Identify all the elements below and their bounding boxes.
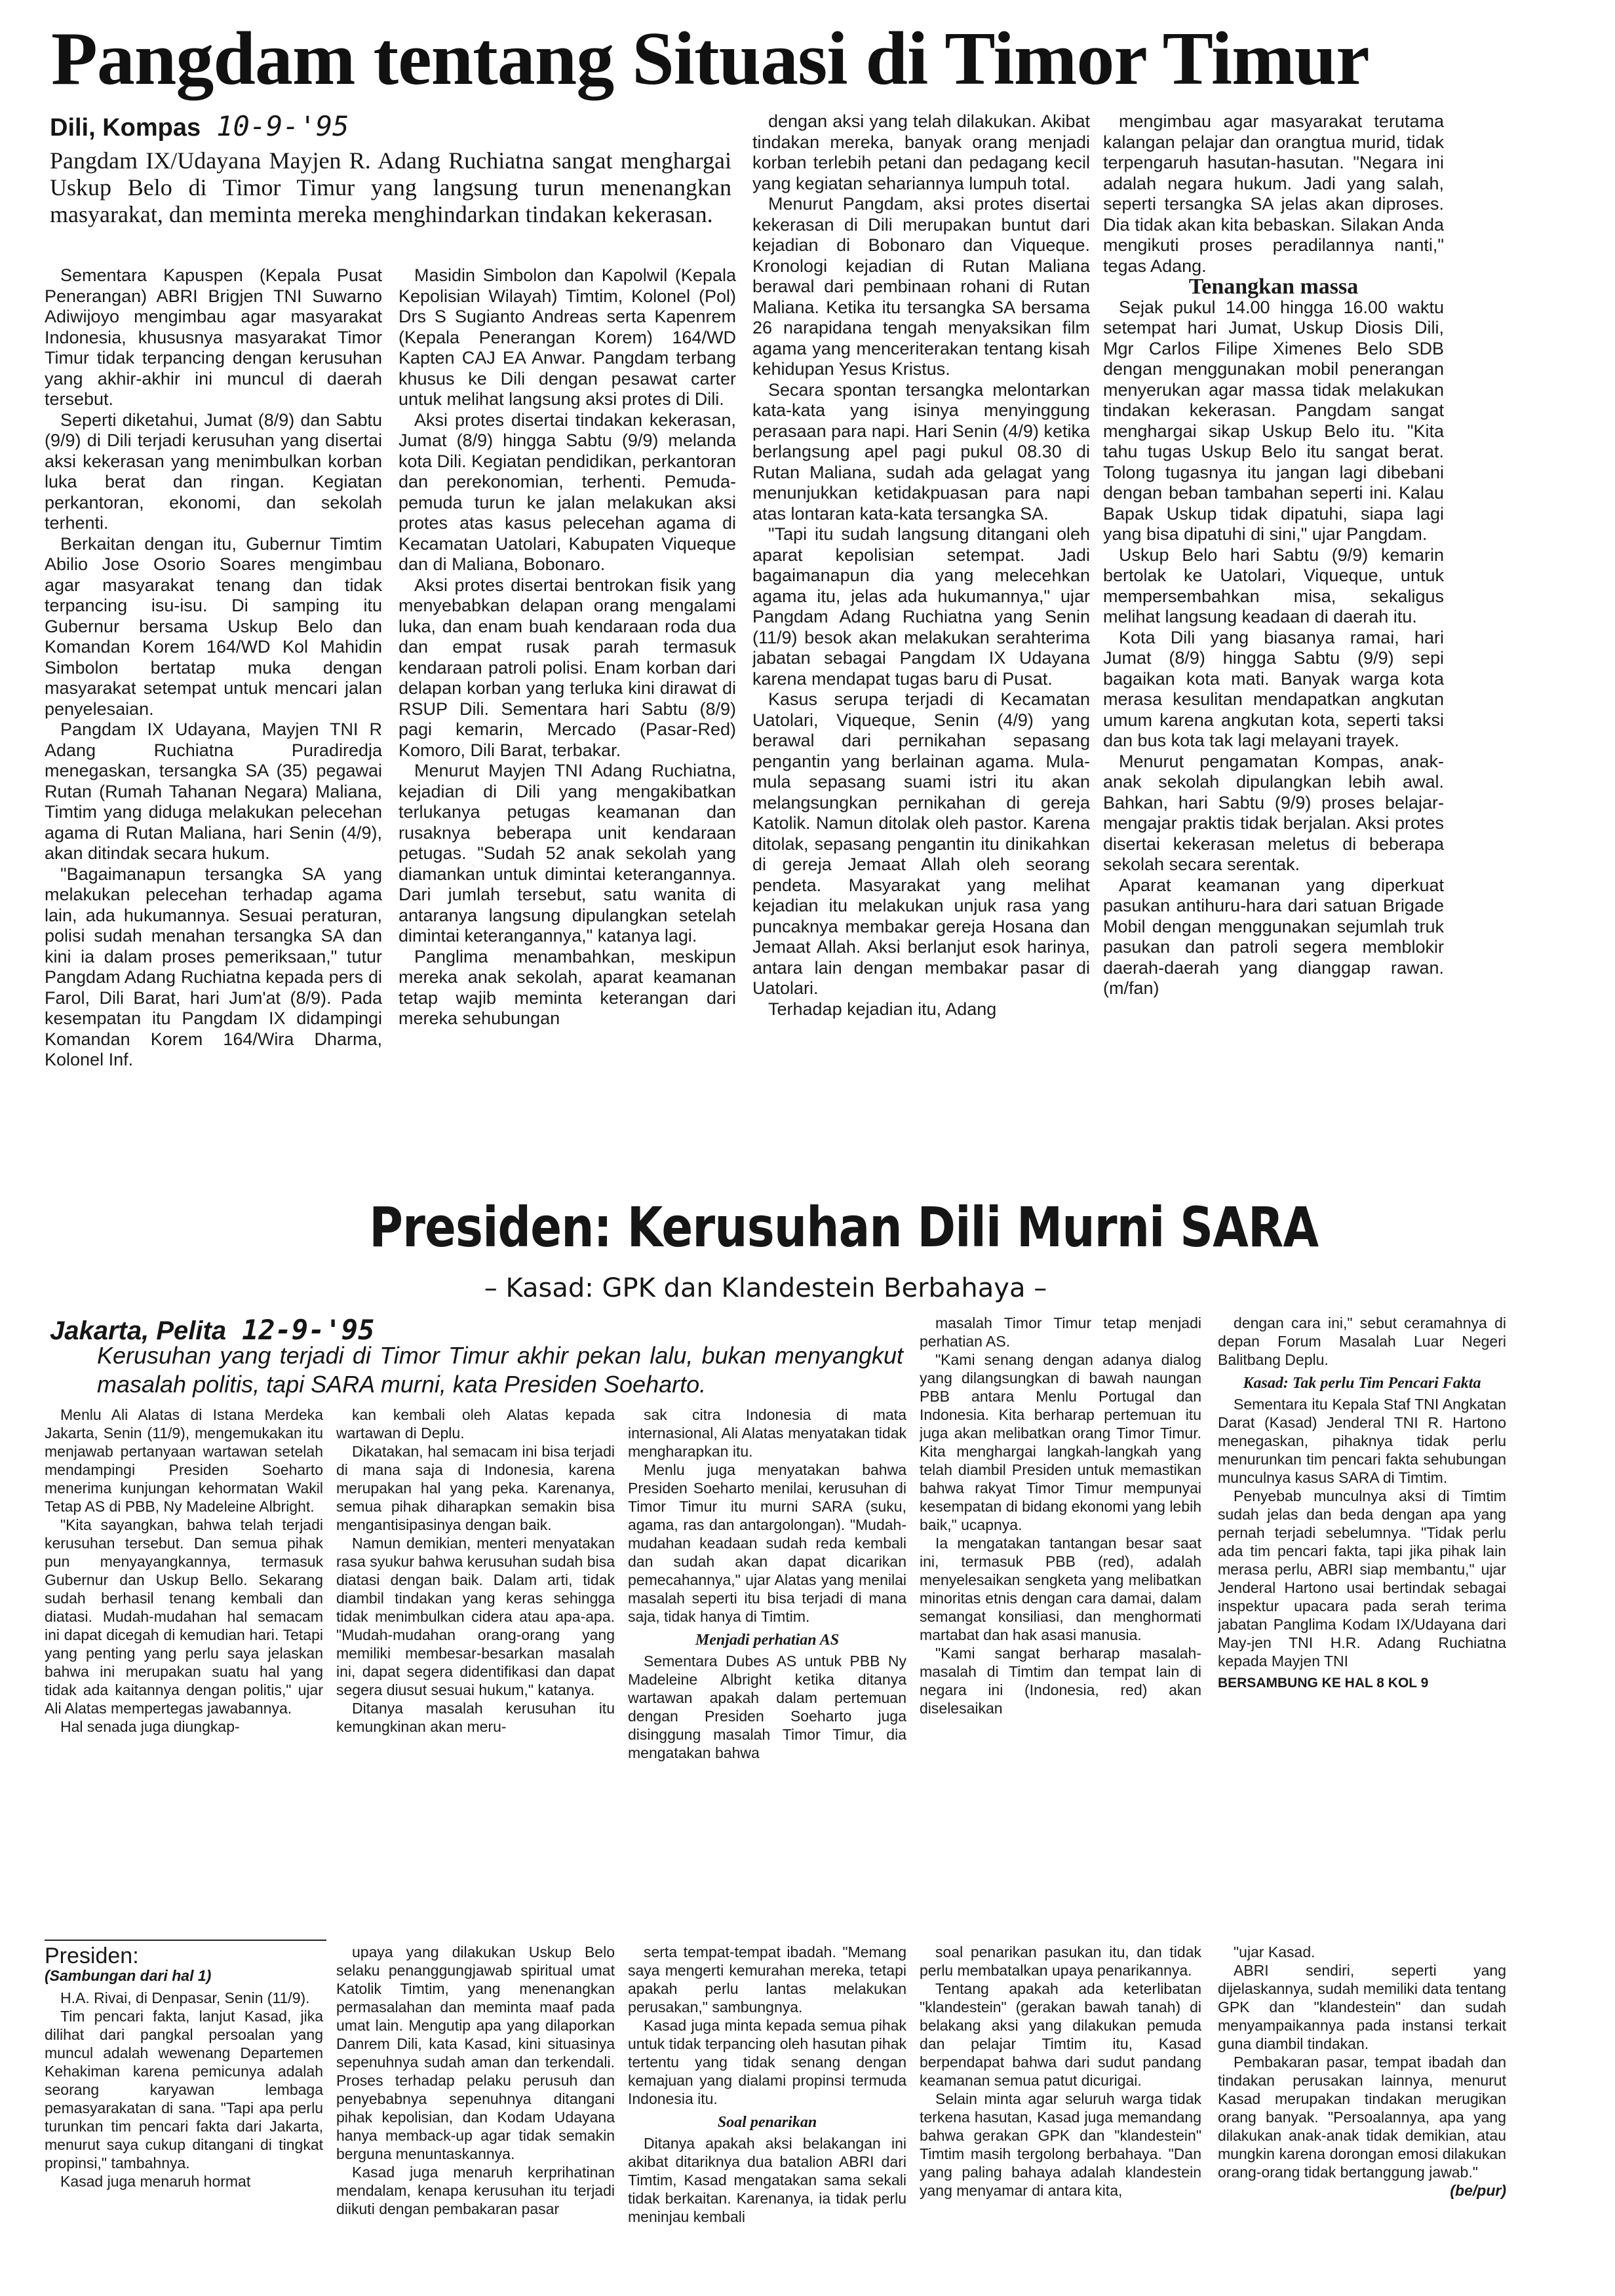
paragraph: Kasad juga menaruh kerprihatinan mendalam, kenapa kerusuhan itu terjadi diikuti dengan pembakaran pasar [336,2164,615,2217]
paragraph: kan kembali oleh Alatas kepada wartawan di Deplu. [336,1406,615,1442]
paragraph: Secara spontan tersangka melontarkan kata-kata yang isinya menyinggung perasaan para napi. Hari Senin (4/9) ketika berlangsung apel pagi pukul 08.30 di Rutan Maliana, sudah ada gelagat yang menunjukkan ketidakpuasan para napi atas lontaran kata-kata tersangka SA. [752,379,1090,524]
column-4 [1103,111,1444,1183]
paragraph: Pembakaran pasar, tempat ibadah dan tindakan perusakan lainnya, menurut Kasad merupakan tindakan merugikan orang banyak. "Persoalannya, apa yang dilakukan anak-anak tidak demikian, atau mungkin karena dorongan emosi dilakukan orang-orang tidak bertanggung jawab." [1218,2054,1506,2181]
column-2 [336,1406,615,1930]
continued-note: BERSAMBUNG KE HAL 8 KOL 9 [1218,1675,1429,1691]
paragraph: Kasad juga minta kepada semua pihak untuk tidak terpancing oleh hasutan pihak tertentu yang tidak senang dengan kemajuan yang dialami propinsi termuda Indonesia itu. [628,2017,906,2107]
dateline-kompas [50,110,349,142]
handwritten-date: 10-9-'95 [216,110,349,142]
paragraph: Kasus serupa terjadi di Kecamatan Uatolari, Viqueque, Senin (4/9) yang berawal dari pernikahan sepasang pengantin yang berlainan agama. Mula-mula sepasang suami istri itu akan melangsungkan pernikahan di gereja Katolik. Namun ditolak oleh pastor. Karena ditolak, sepasang pengantin itu dinikahkan di gereja Jemaat Allah oleh seorang pendeta. Masyarakat yang melihat kejadian itu melakukan unjuk rasa yang puncaknya membakar gereja Hosana dan Jemaat Allah. Aksi berlanjut esok harinya, antara lain dengan membakar pasar di Uatolari. [752,689,1090,998]
paragraph: "Kami sangat berharap masalah-masalah di Timtim dan tempat lain di negara ini (Indonesia, red) akan diselesaikan [920,1645,1201,1717]
paragraph: Aksi protes disertai bentrokan fisik yang menyebabkan delapan orang mengalami luka, dan enam buah kendaraan roda dua dan empat rusak parah termasuk kendaraan patroli polisi. Enam korban dari delapan korban yang terluka kini dirawat di RSUP Dili. Sementara hari Sabtu (8/9) pagi kemarin, Mercado (Pasar-Red) Komoro, Dili Barat, terbakar. [399,575,736,760]
continuation-title: Presiden: [45,1943,139,1968]
handwritten-date: 12-9-'95 [242,1314,375,1346]
paragraph: Menurut Mayjen TNI Adang Ruchiatna, kejadian di Dili yang mengakibatkan terlukanya petugas keamanan dan rusaknya beberapa unit kendaraan petugas. "Sudah 52 anak sekolah yang diamankan untuk dimintai keterangannya. Dari jumlah tersebut, satu wanita di antaranya langsung dipulangkan setelah dimintai keterangannya," katanya lagi. [399,761,736,946]
paragraph: dengan aksi yang telah dilakukan. Akibat tindakan mereka, banyak orang menjadi korban terlebih petani dan pedagang kecil yang kegiatan sehariannya lumpuh total. [752,111,1090,193]
byline-signoff: (be/pur) [1450,2182,1506,2199]
paragraph: Menurut pengamatan Kompas, anak-anak sekolah dipulangkan lebih awal. Bahkan, hari Sabtu (9/9) proses belajar-mengajar praktis tidak berjalan. Aksi protes disertai kekerasan meletus di beberapa sekolah secara serentak. [1103,751,1444,874]
paragraph: upaya yang dilakukan Uskup Belo selaku penanggungjawab spiritual umat Katolik Timtim, yang menenangkan permasalahan dan meminta maaf pada umat lain. Mengutip apa yang dilaporkan Danrem Dili, kata Kasad, kini situasinya sepenuhnya sudah aman dan terkendali. Proses terhadap pelaku perusuh dan penyebabnya sepenuhnya ditangani pihak kepolisian, dan Kodam Udayana hanya memback-up agar tidak semakin berguna menuntaskannya. [336,1943,615,2162]
paragraph: Sementara Dubes AS untuk PBB Ny Madeleine Albright ketika ditanya wartawan apakah dalam pertemuan dengan Presiden Soeharto juga disinggung masalah Timor Timur, dia mengatakan bahwa [628,1653,906,1761]
column-1 [45,265,382,1183]
paragraph: masalah Timor Timur tetap menjadi perhatian AS. [920,1314,1201,1350]
paragraph: serta tempat-tempat ibadah. "Memang saya mengerti kemurahan mereka, tetapi apakah perlu lantas melakukan perusakan," sambungnya. [628,1943,906,2016]
dateline-text: Dili, Kompas [50,114,201,142]
dateline-text: Jakarta, Pelita [50,1316,227,1345]
paragraph: Ia mengatakan tantangan besar saat ini, termasuk PBB (red), adalah menyelesaikan sengketa yang melibatkan minoritas etnis dengan cara damai, dalam semangat konsiliasi, dan menghormati martabat dan hak asasi manusia. [920,1535,1201,1643]
paragraph: Selain minta agar seluruh warga tidak terkena hasutan, Kasad juga memandang bahwa gerakan GPK dan "klandestein" Timtim masih tergolong berbahaya. "Dan yang paling bahaya adalah klandestein yang menyamar di antara kita, [920,2090,1201,2199]
paragraph: "Kita sayangkan, bahwa telah terjadi kerusuhan tersebut. Dan semua pihak pun menyayangkannya, termasuk Gubernur dan Uskup Bello. Sekarang sudah berhasil tenang kembali dan diatasi. Mudah-mudahan hal semacam ini dapat dicegah di kemudian hari. Tetapi yang penting yang perlu saya jelaskan bahwa ini merupakan suatu hal yang tidak ada kaitannya dengan politis," ujar Ali Alatas mempertegas jawabannya. [45,1516,323,1717]
paragraph: Sejak pukul 14.00 hingga 16.00 waktu setempat hari Jumat, Uskup Diosis Dili, Mgr Carlos Filipe Ximenes Belo SDB dengan menggunakan mobil penerangan menyerukan agar massa tidak melakukan tindakan kekerasan. Pangdam sangat menghargai sikap Uskup Belo itu. "Kita tahu tugas Uskup Belo itu sangat berat. Tolong tugasnya itu jangan lagi dibebani dengan beban tambahan seperti ini. Kalau Bapak Uskup tidak dipatuhi, siapa lagi yang bisa dipatuhi di sini," ujar Pangdam. [1103,297,1444,544]
paragraph: Sementara Kapuspen (Kepala Pusat Penerangan) ABRI Brigjen TNI Suwarno Adiwijoyo mengimbau agar masyarakat Indonesia, khususnya masyarakat Timor Timur tidak terpancing dengan kerusuhan yang akhir-akhir ini muncul di daerah tersebut. [45,265,382,409]
paragraph: Menlu Ali Alatas di Istana Merdeka Jakarta, Senin (11/9), mengemukakan itu menjawab pertanyaan wartawan setelah mendampingi Presiden Soeharto menerima kunjungan kehormatan Wakil Tetap AS di PBB, Ny Madeleine Albright. [45,1406,323,1515]
article-kompas [45,13,1578,1186]
paragraph: Tentang apakah ada keterlibatan "klandestein" (gerakan bawah tanah) di belakang aksi yang dilakukan pemuda dan pelajar Timtim itu, Kasad berpendapat bahwa dari sudut pandang keamanan semua patut dicurigai. [920,1980,1201,2089]
headline-pangdam: Pangdam tentang Situasi di Timor Timur [51,17,1369,101]
paragraph: dengan cara ini," sebut ceramahnya di depan Forum Masalah Luar Negeri Balitbang Deplu. [1218,1314,1506,1368]
column-2 [399,265,736,1183]
subhead-soal-penarikan: Soal penarikan [717,2114,817,2131]
paragraph: Kota Dili yang biasanya ramai, hari Jumat (8/9) hingga Sabtu (9/9) sepi bagaikan kota mati. Banyak warga kota merasa kesulitan mendapatkan angkutan umum karena angkutan kota, seperti taksi dan bus kota tak lagi melayani trayek. [1103,627,1444,750]
continuation-note: (Sambungan dari hal 1) [45,1967,212,1984]
continuation-column-2 [336,1943,615,2284]
subhead-tenangkan-massa: Tenangkan massa [1188,275,1359,299]
continuation-rule [45,1940,326,1941]
paragraph: "Bagaimanapun tersangka SA yang melakukan pelecehan terhadap agama lain, ada hukumannya. Sesuai peraturan, polisi sudah menahan tersangka SA dan kini ia dalam proses pemeriksaan," tutur Pangdam Adang Ruchiatna kepada pers di Farol, Dili Barat, hari Jum'at (8/9). Pada kesempatan itu Pangdam IX didampingi Komandan Korem 164/Wira Dharma, Kolonel Inf. [45,864,382,1069]
continuation-column-1 [45,1943,323,2284]
paragraph: Berkaitan dengan itu, Gubernur Timtim Abilio Jose Osorio Soares mengimbau agar masyarakat tenang dan tidak terpancing isu-isu. Di samping itu Gubernur bersama Uskup Belo dan Komandan Korem 164/WD Kol Mahidin Simbolon bertatap muka dengan masyarakat setempat untuk mencari jalan penyelesaian. [45,533,382,719]
column-4 [920,1314,1201,1930]
lead-paragraph: Pangdam IX/Udayana Mayjen R. Adang Ruchiatna sangat menghargai Uskup Belo di Timor Timur yang langsung turun menenangkan masyarakat, dan meminta mereka menghindarkan tindakan kekerasan. [50,147,731,227]
paragraph: Aksi protes disertai tindakan kekerasan, Jumat (8/9) hingga Sabtu (9/9) melanda kota Dili. Kegiatan pendidikan, perkantoran dan perekonomian, terhenti. Pemuda-pemuda turun ke jalan melakukan aksi protes atas kasus pelecehan agama di Kecamatan Uatolari, Kabupaten Viqueque dan di Maliana, Bobonaro. [399,410,736,574]
continuation-column-5 [1218,1943,1506,2284]
paragraph: "Kami senang dengan adanya dialog yang dilangsungkan di bawah naungan PBB antara Menlu Portugal dan Indonesia. Kita berharap pertemuan itu juga akan melibatkan orang Timor Timur. Kita menghargai langkah-langkah yang telah diambil Presiden untuk memastikan bahwa rakyat Timor Timur mempunyai kesempatan di bidang ekonomi yang lebih baik," ucapnya. [920,1351,1201,1533]
column-3 [752,111,1090,1183]
paragraph: "Tapi itu sudah langsung ditangani oleh aparat kepolisian setempat. Jadi bagaimanapun dia yang melecehkan agama itu, jelas ada hukumannya," ujar Pangdam Adang Ruchiatna yang Senin (11/9) besok akan melakukan serahterima jabatan sebagai Pangdam IX Udayana karena mendapat tugas baru di Pusat. [752,524,1090,689]
paragraph: "ujar Kasad. [1234,1943,1315,1961]
paragraph: Hal senada juga diungkap- [60,1718,240,1735]
column-5 [1218,1314,1506,1930]
paragraph: Tim pencari fakta, lanjut Kasad, jika dilihat dari pangkal persoalan yang muncul adalah wewenang Departemen Kehakiman karena pemicunya adalah seorang karyawan lembaga pemasyarakatan di sana. "Tapi apa perlu turunkan tim pencari fakta dari Jakarta, menurut saya cukup ditangani di tingkat propinsi," tambahnya. [45,2008,323,2172]
column-3 [628,1406,906,1930]
paragraph: Aparat keamanan yang diperkuat pasukan antihuru-hara dari satuan Brigade Mobil dengan menggunakan sejumlah truk pasukan dan patroli segera memblokir daerah-daerah yang dianggap rawan. (m/fan) [1103,875,1444,998]
article-pelita [45,1189,1578,2290]
paragraph: Terhadap kejadian itu, Adang [768,999,997,1019]
column-1 [45,1406,323,1930]
paragraph: Sementara itu Kepala Staf TNI Angkatan Darat (Kasad) Jenderal TNI R. Hartono menegaskan, pihaknya tidak perlu menurunkan tim pencari fakta sehubungan munculnya kasus SARA di Timtim. [1218,1396,1506,1486]
paragraph: Namun demikian, menteri menyatakan rasa syukur bahwa kerusuhan sudah bisa diatasi dengan baik. Dalam arti, tidak diambil tindakan yang keras sehingga tidak menimbulkan cidera atau apa-apa. "Mudah-mudahan orang-orang yang memiliki membesar-besarkan masalah ini, dapat segera didentifikasi dan dapat segera diusut sesuai hukum," katanya. [336,1535,615,1698]
paragraph: Menurut Pangdam, aksi protes disertai kekerasan di Dili merupakan buntut dari kejadian di Bobonaro dan Viqueque. Kronologi kejadian di Rutan Maliana berawal dari pembinaan rohani di Rutan Maliana. Ketika itu tersangka SA bersama 26 narapidana tengah menyaksikan film agama yang menceriterakan tentang kisah kehidupan Yesus Kristus. [752,194,1090,379]
paragraph: ABRI sendiri, seperti yang dijelaskannya, sudah memiliki data tentang GPK dan "klandestein" dan sudah menyampaikannya pada instansi terkait guna diambil tindakan. [1218,1962,1506,2052]
paragraph: Menlu juga menyatakan bahwa Presiden Soeharto menilai, kerusuhan di Timor Timur itu murni SARA (suku, agama, ras dan antargolongan). "Mudah-mudahan keadaan sudah reda kembali dan sudah akan dapat dicarikan pemecahannya," ujar Alatas yang menilai masalah seperti itu bisa terjadi di mana saja, tidak hanya di Timtim. [628,1461,906,1625]
lead-paragraph: Kerusuhan yang terjadi di Timor Timur akhir pekan lalu, bukan menyangkut masalah politis, tapi SARA murni, kata Presiden Soeharto. [97,1342,903,1398]
paragraph: Seperti diketahui, Jumat (8/9) dan Sabtu (9/9) di Dili terjadi kerusuhan yang disertai aksi kekerasan yang menimbulkan korban luka berat dan ringan. Kegiatan perkantoran, ekonomi, dan sekolah terhenti. [45,410,382,533]
paragraph: Penyebab munculnya aksi di Timtim sudah jelas dan beda dengan apa yang pernah terjadi sebelumnya. "Tidak perlu ada tim pencari fakta, tapi jika pihak lain merasa perlu, ABRI siap membantu," ujar Jenderal Hartono usai bertindak sebagai inspektur upacara pada serah terima jabatan Panglima Kodam IX/Udayana dari May-jen TNI H.R. Adang Ruchiatna kepada Mayjen TNI [1218,1487,1506,1670]
paragraph: Ditanya apakah aksi belakangan ini akibat ditariknya dua batalion ABRI dari Timtim, Kasad mengatakan sama sekali tidak berkaitan. Karenanya, ia tidak perlu meninjau kembali [628,2135,906,2225]
headline-presiden: Presiden: Kerusuhan Dili Murni SARA [369,1195,1319,1259]
paragraph: Panglima menambahkan, meskipun mereka anak sekolah, aparat keamanan tetap wajib meminta keterangan dari mereka sehubungan [399,946,736,1028]
deck-kasad: – Kasad: GPK dan Klandestein Berbahaya – [484,1273,1047,1303]
paragraph: soal penarikan pasukan itu, dan tidak perlu membatalkan upaya penarikannya. [920,1943,1201,1979]
paragraph: Pangdam IX Udayana, Mayjen TNI R Adang Ruchiatna Puradiredja menegaskan, tersangka SA (35) pegawai Rutan (Rumah Tahanan Negara) Maliana, Timtim yang diduga melakukan pelecehan agama di Rutan Maliana, hari Senin (4/9), akan ditindak secara hukum. [45,719,382,863]
paragraph: Masidin Simbolon dan Kapolwil (Kepala Kepolisian Wilayah) Timtim, Kolonel (Pol) Drs S Sugianto Andreas serta Kapenrem (Kepala Penerangan Korem) 164/WD Kapten CAJ EA Anwar. Pangdam terbang khusus ke Dili dengan pesawat carter untuk melihat langsung aksi protes di Dili. [399,265,736,409]
paragraph: mengimbau agar masyarakat terutama kalangan pelajar dan orangtua murid, tidak terpengaruh hasutan-hasutan. "Negara ini adalah negara hukum. Jadi yang salah, seperti tersangka SA jelas akan diproses. Dia tidak akan kita bebaskan. Silakan Anda mengikuti proses peradilannya nanti," tegas Adang. [1103,111,1444,276]
paragraph: Dikatakan, hal semacam ini bisa terjadi di mana saja di Indonesia, karena merupakan hal yang peka. Karenanya, semua pihak diharapkan semakin bisa mengantisipasinya dengan baik. [336,1443,615,1533]
paragraph: H.A. Rivai, di Denpasar, Senin (11/9). [60,1989,310,2006]
subhead-menjadi-perhatian: Menjadi perhatian AS [695,1632,840,1649]
paragraph: sak citra Indonesia di mata internasional, Ali Alatas menyatakan tidak mengharapkan itu. [628,1406,906,1460]
paragraph: Ditanya masalah kerusuhan itu kemungkinan akan meru- [336,1700,615,1735]
paragraph: Kasad juga menaruh hormat [60,2173,251,2190]
continuation-column-4 [920,1943,1201,2284]
subhead-tak-perlu-tim: Kasad: Tak perlu Tim Pencari Fakta [1243,1375,1481,1392]
paragraph: Uskup Belo hari Sabtu (9/9) kemarin bertolak ke Uatolari, Viqueque, untuk mempersembahkan misa, sekaligus melihat langsung keadaan di daerah itu. [1103,545,1444,626]
continuation-column-3 [628,1943,906,2284]
